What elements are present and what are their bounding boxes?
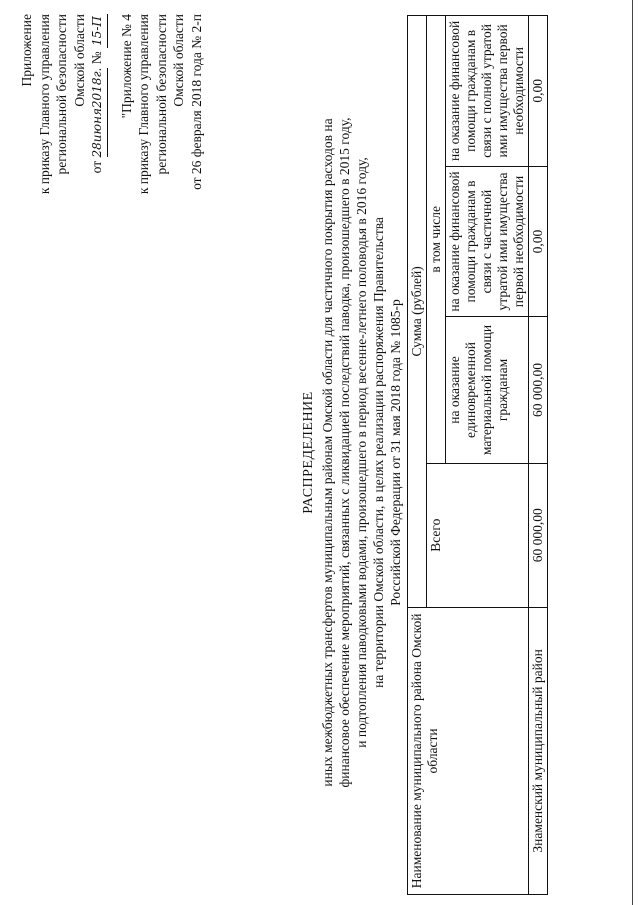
- header-including: в том числе: [427, 16, 446, 464]
- document-subtitle-line: финансовое обеспечение мероприятий, связанных с ликвидацией последствий паводка, произошедшего в 2015 году,: [337, 117, 352, 788]
- header-total: Всего: [427, 463, 529, 607]
- page-edge-line: [632, 0, 633, 905]
- document-title-block: [300, 0, 404, 905]
- one-time-aid-cell: 60 000,00: [529, 317, 548, 463]
- amendment-line: к приказу Главного управления: [136, 14, 151, 195]
- full-loss-aid-cell: 0,00: [529, 16, 548, 167]
- document-title: РАСПРЕДЕЛЕНИЕ: [301, 391, 316, 514]
- amendment-line: Омской области: [171, 14, 186, 107]
- header-sum: Сумма (рублей): [408, 16, 427, 608]
- approval-date-prefix: от: [89, 160, 104, 174]
- total-cell: 60 000,00: [529, 463, 548, 607]
- approval-line: Приложение: [19, 14, 34, 87]
- document-subtitle-line: на территории Омской области, в целях реализации распоряжения Правительства: [371, 217, 386, 688]
- document-subtitle-line: Российской Федерации от 31 мая 2018 года № 1085-р: [388, 299, 403, 606]
- handwritten-date: 28июня2018г.: [89, 68, 108, 158]
- document-subtitle-line: и подтопления паводковыми водами, произошедшего в период весенне-летнего половодья в 2016 году,: [354, 157, 369, 748]
- amendment-line: от 26 февраля 2018 года № 2-п: [188, 14, 204, 190]
- header-partial-loss-aid: на оказание финансовой помощи гражданам в связи с частичной утратой ими имущества первой необходимости: [446, 166, 529, 317]
- header-district-name: Наименование муниципального района Омской области: [408, 607, 529, 894]
- header-full-loss-aid: на оказание финансовой помощи гражданам в связи с полной утратой ими имущества первой необходимости: [446, 16, 529, 167]
- document-subtitle-line: иных межбюджетных трансфертов муниципальным районам Омской области для частичного покрытия расходов на: [320, 118, 335, 787]
- header-one-time-aid: на оказание единовременной материальной помощи гражданам: [446, 317, 529, 463]
- amendment-line: региональной безопасности: [153, 14, 169, 175]
- approval-stamp-block: [18, 14, 205, 194]
- table-row: [529, 16, 548, 895]
- handwritten-number: 15-П: [89, 14, 108, 48]
- approval-line: Омской области: [71, 14, 87, 107]
- table-header-row: [408, 16, 427, 895]
- district-name-cell: Знаменский муниципальный район: [529, 607, 548, 894]
- distribution-table: [407, 15, 548, 895]
- approval-number-label: №: [89, 51, 104, 65]
- approval-line: к приказу Главного управления: [36, 14, 52, 195]
- approval-line: региональной безопасности: [54, 14, 69, 175]
- amendment-line: "Приложение № 4: [118, 14, 134, 119]
- partial-loss-aid-cell: 0,00: [529, 166, 548, 317]
- approval-date-number: [88, 14, 108, 194]
